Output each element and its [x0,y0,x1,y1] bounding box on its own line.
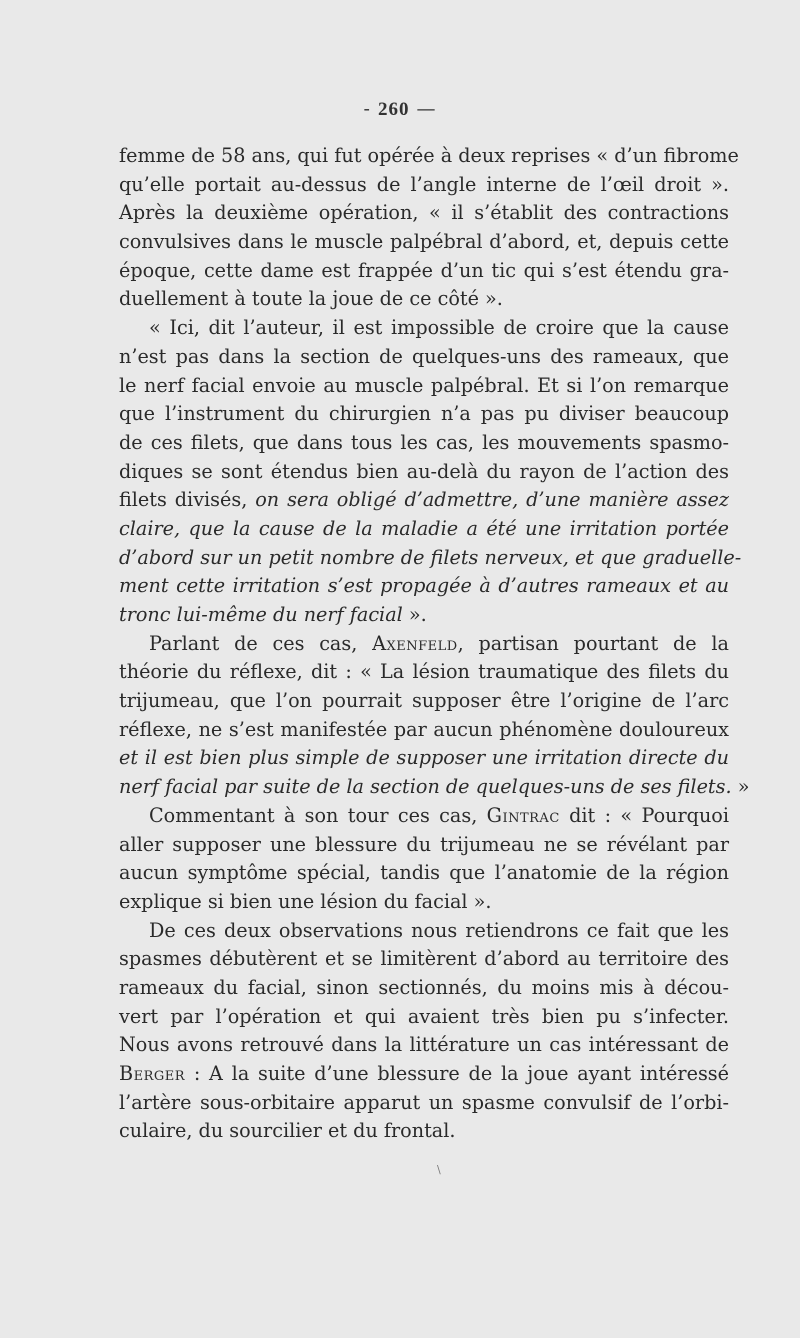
text-segment: » [731,775,750,799]
text-segment: Après la deuxième opération, « il s’établit des contractions [119,201,729,225]
text-line [119,142,739,171]
text-segment: « Ici, dit l’auteur, il est impossible de croire que la cause [149,316,729,340]
text-segment: duellement à toute la joue de ce côté ». [119,287,503,311]
text-segment: vert par l’opération et qui avaient très bien pu s’infecter. [119,1004,729,1028]
text-line [119,171,729,200]
author-name: Berger [119,1062,186,1085]
text-line [119,601,729,630]
text-line [119,343,729,372]
text-line [119,314,729,343]
text-line [119,372,729,401]
text-line [119,888,729,917]
text-line [119,831,729,860]
text-segment: trijumeau, que l’on pourrait supposer être l’origine de l’arc [119,689,729,713]
text-segment: qu’elle portait au-dessus de l’angle interne de l’œil droit ». [119,172,729,196]
text-segment: , partisan pourtant de la [457,631,729,655]
italic-quote: d’abord sur un petit nombre de filets nerveux, et que graduelle- [119,545,742,569]
text-segment: convulsives dans le muscle palpébral d’abord, et, depuis cette [119,230,729,254]
author-name: Gintrac [486,803,560,827]
text-line [119,486,729,515]
text-segment: ». [402,603,427,626]
text-line [119,1060,729,1089]
italic-quote: tronc lui-même du nerf facial [119,603,403,626]
text-segment: Commentant à son tour ces cas, [149,803,487,827]
italic-quote: nerf facial par suite de la section de quelques-uns de ses filets. [119,775,732,799]
text-line [119,199,729,228]
text-segment: époque, cette dame est frappée d’un tic qui s’est étendu gra- [119,258,729,282]
text-line [119,773,750,802]
text-segment: aller supposer une blessure du trijumeau ne se révélant par [119,832,729,856]
text-line [119,458,729,487]
text-segment: De ces deux observations nous retiendrons ce fait que les [149,918,729,942]
italic-quote: claire, que la cause de la maladie a été une irritation portée [119,516,729,540]
folio-prefix: - [363,98,378,120]
text-segment: femme de 58 ans, qui fut opérée à deux reprises « d’un fibrome [119,144,739,167]
text-line [119,1117,729,1146]
text-segment: spasmes débutèrent et se limitèrent d’abord au territoire des [119,947,729,971]
text-line [119,630,729,659]
text-segment: réflexe, ne s’est manifestée par aucun phénomène douloureux [119,717,729,741]
text-line [119,716,729,745]
text-segment: n’est pas dans la section de quelques-uns des rameaux, que [119,344,729,368]
text-line [119,400,729,429]
text-segment: filets divisés, [119,488,256,512]
text-segment: de ces filets, que dans tous les cas, les mouvements spasmo- [119,430,729,454]
text-line [119,257,729,286]
text-segment: le nerf facial envoie au muscle palpébral. Et si l’on remarque [119,373,729,397]
text-line [119,945,729,974]
print-mark: \ [437,1163,441,1176]
text-segment: que l’instrument du chirurgien n’a pas pu diviser beaucoup [119,402,729,426]
body-text [119,142,750,1146]
text-line [119,1003,729,1032]
text-segment: explique si bien une lésion du facial ». [119,889,492,913]
folio-number: 260 [377,99,410,120]
text-line [119,1089,729,1118]
italic-quote: on sera obligé d’admettre, d’une manière assez [255,488,729,512]
text-segment: diques se sont étendus bien au-delà du rayon de l’action des [119,459,729,483]
italic-quote: et il est bien plus simple de supposer une irritation directe du [119,746,729,770]
text-line [119,974,729,1003]
italic-quote: ment cette irritation s’est propagée à d’autres rameaux et au [119,574,729,598]
text-segment: l’artère sous-orbitaire apparut un spasme convulsif de l’orbi- [119,1090,729,1114]
text-segment: culaire, du sourcilier et du frontal. [119,1119,456,1143]
text-line [119,802,729,831]
text-line [119,1031,729,1060]
text-line [119,859,729,888]
folio-suffix: — [409,98,437,120]
text-segment: dit : « Pourquoi [559,803,729,827]
text-line [119,544,742,573]
text-line [119,917,729,946]
text-line [119,572,729,601]
text-segment: rameaux du facial, sinon sectionnés, du moins mis à décou- [119,975,729,999]
text-line [119,228,729,257]
text-line [119,687,729,716]
text-line [119,744,729,773]
text-segment: aucun symptôme spécial, tandis que l’anatomie de la région [119,861,729,885]
text-segment: Nous avons retrouvé dans la littérature un cas intéressant de [119,1033,729,1057]
text-segment: : A la suite d’une blessure de la joue ayant intéressé [185,1062,729,1085]
text-line [119,285,729,314]
author-name: Axenfeld [372,631,458,655]
text-line [119,515,729,544]
text-segment: Parlant de ces cas, [149,631,373,655]
page-number [0,98,800,121]
text-line [119,658,729,687]
text-line [119,429,729,458]
text-segment: théorie du réflexe, dit : « La lésion traumatique des filets du [119,660,729,684]
